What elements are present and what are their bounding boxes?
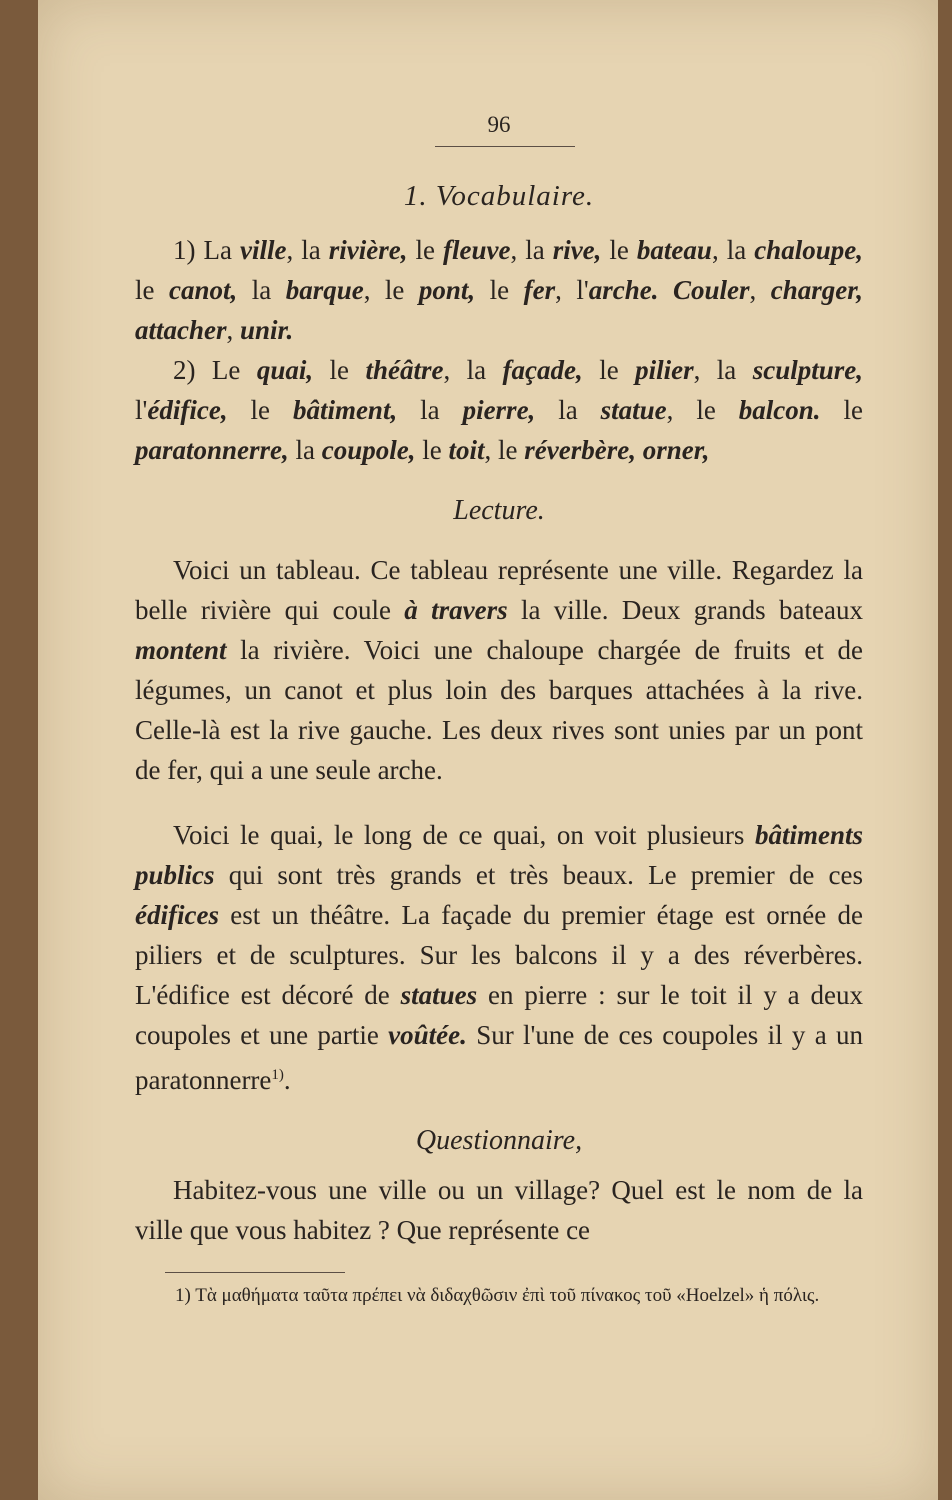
text-segment: l' xyxy=(135,395,148,425)
text-segment: La xyxy=(195,235,240,265)
text-segment: le xyxy=(475,275,524,305)
text-segment: . xyxy=(283,1065,291,1095)
vocab-item-2 xyxy=(135,350,863,470)
text-segment: la xyxy=(397,395,463,425)
text-segment: qui sont très grands et très beaux. Le premier de ces xyxy=(214,860,863,890)
lecture-paragraph-2 xyxy=(135,815,863,1100)
emphasized-term: bâtiments publics xyxy=(135,820,863,890)
questionnaire-heading: Questionnaire, xyxy=(415,1125,583,1156)
text-segment: le xyxy=(601,235,637,265)
text-segment: , le xyxy=(484,435,525,465)
footnote-marker: 1) xyxy=(175,1285,191,1306)
emphasized-term: bâtiment, xyxy=(292,395,398,425)
emphasized-term: sculpture, xyxy=(752,355,863,385)
text-segment: , la xyxy=(711,235,755,265)
emphasized-term: statues xyxy=(400,980,478,1010)
footnote-text: Τὰ μαθήματα ταῦτα πρέπει νὰ διδαχθῶσιν ἐπὶ τοῦ πίνακος τοῦ «Hoelzel» ἡ πόλις. xyxy=(190,1285,820,1306)
emphasized-term: à travers xyxy=(404,595,508,625)
emphasized-term: bateau xyxy=(636,235,712,265)
lecture-paragraph-1 xyxy=(135,550,863,790)
text-segment: , xyxy=(226,315,240,345)
vocab-text xyxy=(135,235,863,345)
page-number: 96 xyxy=(487,112,511,137)
text-segment: Sur l'une de ces coupoles il y a un paratonnerre xyxy=(135,1020,863,1095)
text-segment: Voici un tableau. Ce tableau représente une ville. Regardez la belle rivière qui coule xyxy=(135,555,863,625)
text-segment: la ville. Deux grands bateaux xyxy=(507,595,863,625)
emphasized-term: fer xyxy=(523,275,556,305)
text-segment: le xyxy=(407,235,443,265)
text-segment: , le xyxy=(363,275,419,305)
emphasized-term: pont, xyxy=(418,275,476,305)
text-segment: , la xyxy=(510,235,553,265)
text-segment: la rivière. Voici une chaloupe chargée de fruits et de légumes, un canot et plus loin des barques attachées à la rive. Celle-là est la rive gauche. Les deux rives sont unies par un pont de fer, qui a une seule arche. xyxy=(135,635,863,785)
footnote xyxy=(135,1280,863,1312)
emphasized-term: pilier xyxy=(635,355,694,385)
vocab-text xyxy=(135,355,863,465)
text-segment: le xyxy=(820,395,863,425)
emphasized-term: pierre, xyxy=(462,395,536,425)
text-segment: , le xyxy=(666,395,739,425)
book-page xyxy=(38,0,938,1500)
text-segment: , la xyxy=(693,355,753,385)
text-segment: le xyxy=(135,275,169,305)
emphasized-term: toit xyxy=(448,435,485,465)
section-title: 1. Vocabulaire. xyxy=(403,180,595,212)
emphasized-term: unir. xyxy=(240,315,294,345)
emphasized-term: théâtre xyxy=(365,355,444,385)
text-segment: la xyxy=(535,395,601,425)
emphasized-term: charger, attacher xyxy=(135,275,863,345)
emphasized-term: chaloupe, xyxy=(754,235,863,265)
text-segment: , xyxy=(749,275,771,305)
emphasized-term: quai, xyxy=(256,355,314,385)
text-segment: , la xyxy=(443,355,503,385)
lecture-heading: Lecture. xyxy=(453,495,545,526)
text-segment: est un théâtre. La façade du premier étage est ornée de piliers et de sculptures. Sur les balcons il y a des réverbères. L'édifice est décoré de xyxy=(135,900,863,1010)
text-segment: le xyxy=(227,395,293,425)
emphasized-term: rivière, xyxy=(328,235,408,265)
text-segment: en pierre : sur le toit il y a deux coupoles et une partie xyxy=(135,980,863,1050)
emphasized-term: barque xyxy=(285,275,364,305)
footnote-rule xyxy=(165,1272,345,1273)
emphasized-term: statue xyxy=(600,395,667,425)
vocab-item-1 xyxy=(135,230,863,350)
emphasized-term: ville xyxy=(240,235,287,265)
emphasized-term: balcon. xyxy=(738,395,821,425)
text-segment: le xyxy=(313,355,366,385)
text-segment: le xyxy=(415,435,449,465)
vocab-label: 2) xyxy=(173,355,196,385)
emphasized-term: montent xyxy=(135,635,227,665)
emphasized-term: arche. Couler xyxy=(588,275,750,305)
emphasized-term: fleuve xyxy=(442,235,511,265)
emphasized-term: réverbère, orner, xyxy=(524,435,710,465)
text-segment: Voici le quai, le long de ce quai, on voit plusieurs xyxy=(173,820,755,850)
text-segment: Le xyxy=(195,355,257,385)
text-segment: la xyxy=(237,275,286,305)
text-segment: la xyxy=(288,435,322,465)
text-segment: 1) xyxy=(271,1067,284,1083)
text-segment: , l' xyxy=(555,275,589,305)
emphasized-term: rive, xyxy=(552,235,602,265)
emphasized-term: façade, xyxy=(502,355,583,385)
emphasized-term: coupole, xyxy=(321,435,416,465)
vocab-label: 1) xyxy=(173,235,196,265)
questionnaire-text: Habitez-vous une ville ou un village? Quel est le nom de la ville que vous habitez ? Que représente ce xyxy=(135,1175,863,1245)
emphasized-term: voûtée. xyxy=(388,1020,467,1050)
emphasized-term: édifices xyxy=(135,900,219,930)
text-segment: le xyxy=(582,355,636,385)
emphasized-term: édifice, xyxy=(147,395,228,425)
emphasized-term: paratonnerre, xyxy=(135,435,289,465)
text-segment: , la xyxy=(286,235,329,265)
page-number-rule xyxy=(435,146,575,147)
emphasized-term: canot, xyxy=(168,275,238,305)
